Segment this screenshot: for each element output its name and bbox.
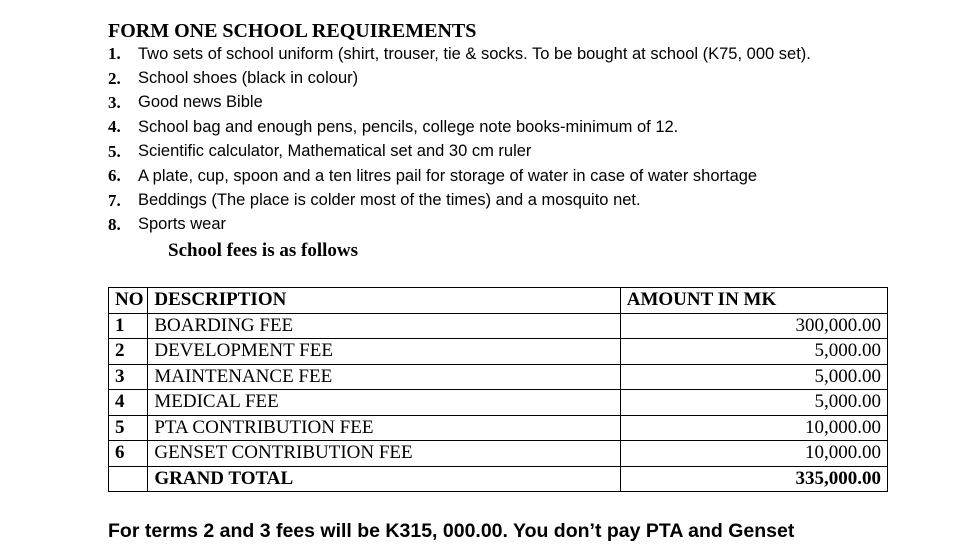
list-item-text: School bag and enough pens, pencils, college note books-minimum of 12. — [138, 117, 679, 136]
cell-no: 4 — [109, 390, 148, 416]
list-item-number: 2. — [108, 68, 121, 88]
list-item — [108, 213, 811, 237]
footer-note: For terms 2 and 3 fees will be K315, 000.00. You don’t pay PTA and Genset — [108, 520, 795, 542]
list-item-number: 1. — [108, 44, 121, 64]
list-item-text: School shoes (black in colour) — [138, 69, 359, 88]
grand-total-label: GRAND TOTAL — [148, 466, 620, 492]
cell-no: 2 — [109, 339, 148, 365]
list-item-text: Good news Bible — [138, 93, 263, 112]
list-item-number: 3. — [108, 92, 121, 112]
list-item — [108, 66, 811, 90]
cell-no: 3 — [109, 364, 148, 390]
list-item-text: Beddings (The place is colder most of the times) and a mosquito net. — [138, 191, 641, 210]
table-row — [109, 364, 888, 390]
cell-amount: 5,000.00 — [620, 364, 887, 390]
list-item-number: 8. — [108, 214, 121, 234]
list-item — [108, 164, 811, 188]
cell-amount: 300,000.00 — [620, 313, 887, 339]
header-description: DESCRIPTION — [148, 288, 620, 314]
list-item-text: Scientific calculator, Mathematical set and 30 cm ruler — [138, 142, 532, 161]
page-title: FORM ONE SCHOOL REQUIREMENTS — [108, 20, 477, 42]
table-row — [109, 390, 888, 416]
table-row — [109, 339, 888, 365]
table-row — [109, 441, 888, 467]
cell-amount: 5,000.00 — [620, 390, 887, 416]
list-item — [108, 42, 811, 66]
header-amount: AMOUNT IN MK — [620, 288, 887, 314]
list-item-number: 7. — [108, 190, 121, 210]
list-item-number: 5. — [108, 141, 121, 161]
list-item-text: Two sets of school uniform (shirt, trouser, tie & socks. To be bought at school (K75, 000 set). — [138, 44, 811, 63]
fees-heading: School fees is as follows — [168, 240, 358, 261]
list-item — [108, 115, 811, 139]
list-item — [108, 140, 811, 164]
list-item — [108, 188, 811, 212]
cell-description: PTA CONTRIBUTION FEE — [148, 415, 620, 441]
cell-no: 6 — [109, 441, 148, 467]
cell-no — [109, 466, 148, 492]
cell-description: BOARDING FEE — [148, 313, 620, 339]
cell-description: MEDICAL FEE — [148, 390, 620, 416]
cell-no: 1 — [109, 313, 148, 339]
cell-description: GENSET CONTRIBUTION FEE — [148, 441, 620, 467]
cell-amount: 5,000.00 — [620, 339, 887, 365]
cell-no: 5 — [109, 415, 148, 441]
table-header-row — [109, 288, 888, 314]
list-item-text: Sports wear — [138, 215, 227, 234]
cell-amount: 10,000.00 — [620, 441, 887, 467]
list-item-number: 4. — [108, 117, 121, 137]
requirements-list — [108, 42, 811, 237]
header-no: NO — [109, 288, 148, 314]
cell-description: MAINTENANCE FEE — [148, 364, 620, 390]
list-item — [108, 91, 811, 115]
grand-total-amount: 335,000.00 — [620, 466, 887, 492]
list-item-text: A plate, cup, spoon and a ten litres pail for storage of water in case of water shortage — [138, 166, 758, 185]
cell-amount: 10,000.00 — [620, 415, 887, 441]
grand-total-row — [109, 466, 888, 492]
cell-description: DEVELOPMENT FEE — [148, 339, 620, 365]
table-row — [109, 313, 888, 339]
table-row — [109, 415, 888, 441]
fees-table — [108, 287, 888, 492]
list-item-number: 6. — [108, 166, 121, 186]
